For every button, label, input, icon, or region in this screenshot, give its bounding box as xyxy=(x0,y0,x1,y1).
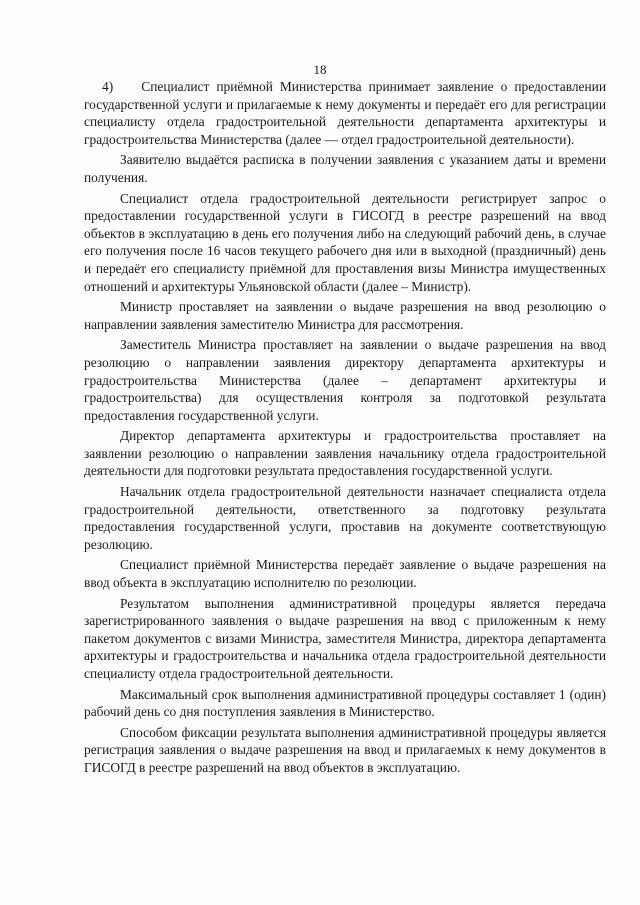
paragraph-minister-resolution: Министр проставляет на заявлении о выдаче разрешения на ввод резолюцию о направлении заявления заместителю Министра для рассмотрения. xyxy=(84,299,606,332)
paragraph-receipt: Заявителю выдаётся расписка в получении заявления с указанием даты и времени получения. xyxy=(84,152,606,185)
paragraph-result: Результатом выполнения административной процедуры является передача зарегистрированного заявления о выдаче разрешения на ввод с приложенным к нему пакетом документов с визами Министра, заместителя Министра, директора департамента архитектуры и градостроительства и начальника отдела градостроительной деятельности специалисту отдела градостроительной деятельности. xyxy=(84,595,606,681)
paragraph-head-assigns: Начальник отдела градостроительной деятельности назначает специалиста отдела градостроительной деятельности, ответственного за подготовку результата предоставления государственной услуги, проставив на документе соответствующую резолюцию. xyxy=(84,484,606,552)
document-body xyxy=(84,78,606,780)
paragraph-fixation: Способом фиксации результата выполнения административной процедуры является регистрация заявления о выдаче разрешения на ввод и прилагаемых к нему документов в ГИСОГД в реестре разрешений на ввод объектов в эксплуатацию. xyxy=(84,724,606,775)
paragraph-director-resolution: Директор департамента архитектуры и градостроительства проставляет на заявлении резолюцию о направлении заявления начальнику отдела градостроительной деятельности для подготовки результата предоставления государственной услуги. xyxy=(84,428,606,479)
paragraph-item-4: 4) Специалист приёмной Министерства принимает заявление о предоставлении государственной услуги и прилагаемые к нему документы и передаёт его для регистрации специалисту отдела градостроительной деятельности департамента архитектуры и градостроительства Министерства (далее — отдел градостроительной деятельности). xyxy=(84,79,606,147)
paragraph-max-term: Максимальный срок выполнения административной процедуры составляет 1 (один) рабочий день со дня поступления заявления в Министерство. xyxy=(84,686,606,720)
paragraph-deputy-resolution: Заместитель Министра проставляет на заявлении о выдаче разрешения на ввод резолюцию о направлении заявления директору департамента архитектуры и градостроительства Министерства (далее – департамент архитектуры и градостроительства) для осуществления контроля за подготовкой результата предоставления государственной услуги. xyxy=(84,337,606,423)
page-number: 18 xyxy=(313,62,327,77)
paragraph-registration: Специалист отдела градостроительной деятельности регистрирует запрос о предоставлении государственной услуги в ГИСОГД в реестре разрешений на ввод объектов в эксплуатацию в день его получения либо на следующий рабочий день, в случае его получения после 16 часов текущего рабочего дня или в выходной (праздничный) день и передаёт его специалисту приёмной для проставления визы Министра имущественных отношений и архитектуры Ульяновской области (далее – Министр). xyxy=(84,190,606,294)
paragraph-transfer: Специалист приёмной Министерства передаёт заявление о выдаче разрешения на ввод объекта в эксплуатацию исполнителю по резолюции. xyxy=(84,557,606,591)
